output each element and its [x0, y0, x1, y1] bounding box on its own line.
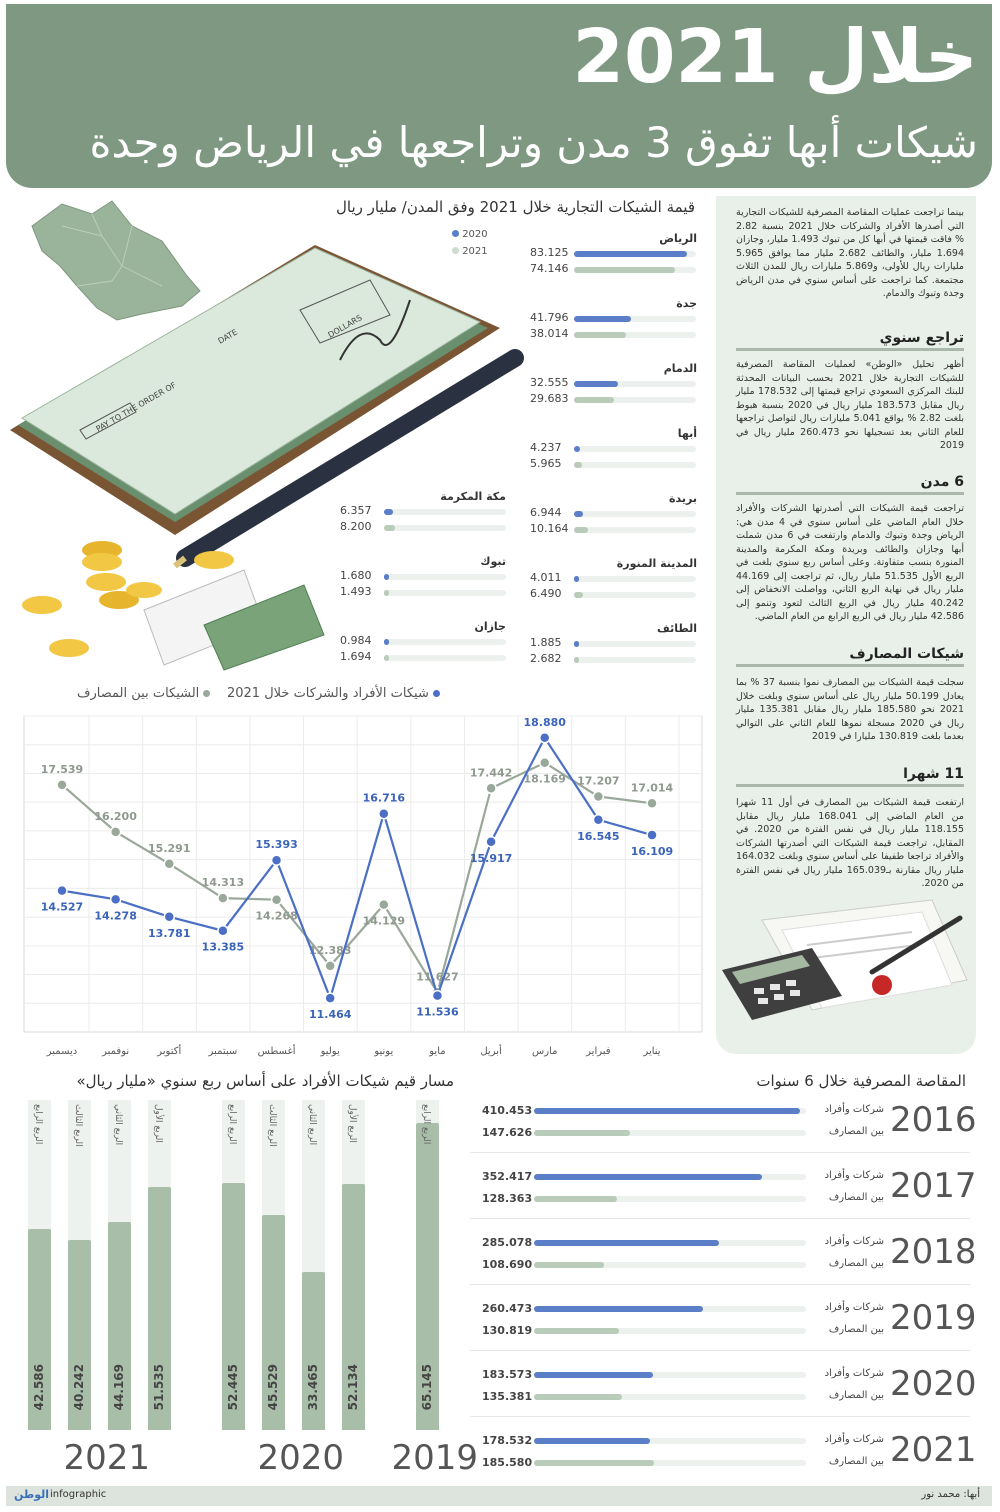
city-bar-2021: [574, 657, 579, 663]
data-label-banks: 14.129: [362, 914, 406, 928]
quarter-label: الربع الأول: [347, 1104, 357, 1143]
city-value-2021: 6.490: [530, 587, 562, 600]
quarter-value: 65.145: [420, 1364, 434, 1411]
value-banks: 185.580: [482, 1456, 533, 1469]
quarter-group-year: 2019: [391, 1438, 479, 1478]
year-label: 2021: [890, 1430, 977, 1470]
city-value-2020: 4.011: [530, 571, 562, 584]
data-label-banks: 12.383: [308, 943, 352, 957]
x-tick-label: أبريل: [480, 1046, 502, 1057]
city-bar-track: [574, 446, 696, 452]
city-bar-track: [384, 574, 506, 580]
sidebar-intro: بينما تراجعت عمليات المقاصة المصرفية للشيكات التجارية التي أصدرها الأفراد والشركات خلال 2021 بنسبة 2.82 % فاقت قيمتها في أبها كل من تبوك 1.493 مليار، وجازان 1.694 مليار، والطائف 2.682 مليار مما يوافق 5.965 مليارات ريال للأولى، و5.869 مليارات ريال للمدن الثلاث مجتمعة. كما تراجعت على أساس سنوي في مدن الرياض وجدة وتبوك والدمام.: [736, 207, 965, 299]
city-value-2021: 2.682: [530, 652, 562, 665]
money-illustration: [14, 530, 324, 670]
data-label-companies: 16.545: [577, 829, 620, 843]
x-tick-label: نوفمبر: [102, 1046, 130, 1057]
legend-companies-label: شيكات الأفراد والشركات خلال 2021: [226, 686, 429, 701]
point-companies: [486, 837, 496, 847]
footer-infographic: infographic: [50, 1489, 107, 1500]
label-companies: شركات وأفراد: [824, 1434, 884, 1445]
year-divider: [470, 1284, 970, 1285]
city-bar-2021: [574, 592, 583, 598]
point-banks: [647, 798, 657, 808]
bar-companies: [534, 1306, 703, 1312]
year-label: 2017: [890, 1166, 977, 1206]
value-banks: 130.819: [482, 1324, 533, 1337]
label-banks: بين المصارف: [828, 1456, 884, 1467]
city-name: جازان: [474, 620, 506, 633]
city-name: الدمام: [663, 362, 697, 375]
label-banks: بين المصارف: [828, 1126, 884, 1137]
quarter-value: 45.529: [266, 1364, 280, 1411]
city-name: الطائف: [657, 622, 697, 635]
point-banks: [379, 900, 389, 910]
city-value-2020: 1.885: [530, 636, 562, 649]
city-bar-2021: [574, 332, 626, 338]
footer-credit: أبها: محمد نور: [921, 1489, 980, 1500]
point-companies: [432, 991, 442, 1001]
bar-banks: [534, 1394, 622, 1400]
quarter-label: الربع الرابع: [227, 1104, 237, 1145]
city-value-2020: 6.357: [340, 504, 372, 517]
city-name: الرياض: [659, 232, 697, 245]
bar-banks: [534, 1262, 604, 1268]
city-bar-2020: [574, 641, 579, 647]
city-bar-track: [574, 576, 696, 582]
sidebar-text-banks: سجلت قيمة الشيكات بين المصارف نموا بنسبة 37 % بما يعادل 50.199 مليار ريال على أساس سنوي وبلغت خلال 2021 نحو 185.580 مليار ريال مقابل 135.381 مليار ريال في 2020 مسجلة نموها للعام الثاني على التوالي بعدما بلغت 130.819 مليارا في 2019: [736, 677, 965, 742]
city-bar-track: [574, 527, 696, 533]
city-bar-2021: [574, 527, 588, 533]
quarter-value: 40.242: [72, 1364, 86, 1411]
bar-companies: [534, 1438, 650, 1444]
year-label: 2018: [890, 1232, 977, 1272]
city-name: تبوك: [480, 555, 506, 568]
city-value-2020: 1.680: [340, 569, 372, 582]
data-label-banks: 17.442: [469, 766, 513, 780]
quarter-label: الربع الثاني: [307, 1104, 317, 1146]
city-name: أبها: [677, 427, 697, 440]
point-banks: [272, 895, 282, 905]
city-value-2020: 4.237: [530, 441, 562, 454]
point-companies: [540, 733, 550, 743]
city-name: مكة المكرمة: [440, 490, 506, 503]
bar-companies: [534, 1108, 800, 1114]
quarterly-bar-chart: [20, 1100, 479, 1485]
data-label-companies: 16.716: [362, 791, 406, 805]
quarter-label: الربع الأول: [153, 1104, 163, 1143]
data-label-companies: 15.917: [469, 851, 513, 865]
value-companies: 183.573: [482, 1368, 533, 1381]
quarterly-chart-title: مسار قيم شيكات الأفراد على أساس ربع سنوي «مليار ريال»: [76, 1072, 454, 1090]
point-companies: [111, 894, 121, 904]
label-companies: شركات وأفراد: [824, 1236, 884, 1247]
city-bar-2020: [574, 251, 687, 257]
city-bar-track: [384, 509, 506, 515]
legend-2021: [452, 246, 488, 257]
point-companies: [272, 855, 282, 865]
data-label-companies: 11.464: [308, 1008, 352, 1022]
city-value-2020: 32.555: [530, 376, 569, 389]
value-banks: 147.626: [482, 1126, 533, 1139]
point-banks: [593, 792, 603, 802]
city-bar-2021: [574, 267, 675, 273]
point-companies: [57, 886, 67, 896]
x-tick-label: يونيو: [374, 1046, 394, 1057]
city-bar-2021: [384, 525, 395, 531]
point-companies: [164, 912, 174, 922]
quarter-value: 42.586: [32, 1364, 46, 1411]
value-companies: 178.532: [482, 1434, 533, 1447]
city-value-2020: 83.125: [530, 246, 569, 259]
city-value-2020: 6.944: [530, 506, 562, 519]
city-bar-2021: [384, 590, 389, 596]
city-value-2021: 38.014: [530, 327, 569, 340]
data-label-banks: 14.268: [255, 909, 298, 923]
city-value-2021: 1.493: [340, 585, 372, 598]
point-banks: [325, 961, 335, 971]
city-bar-2020: [574, 316, 631, 322]
value-companies: 285.078: [482, 1236, 533, 1249]
bar-banks: [534, 1328, 619, 1334]
bar-banks: [534, 1460, 654, 1466]
city-bar-track: [574, 641, 696, 647]
city-bar-track: [384, 590, 506, 596]
years-chart-title: المقاصة المصرفية خلال 6 سنوات: [756, 1072, 966, 1090]
year-label: 2020: [890, 1364, 977, 1404]
label-banks: بين المصارف: [828, 1390, 884, 1401]
quarter-group-year: 2021: [63, 1438, 151, 1478]
city-bar-track: [384, 655, 506, 661]
x-tick-label: يوليو: [320, 1046, 340, 1057]
point-companies: [379, 809, 389, 819]
quarter-label: الربع الثالث: [267, 1104, 277, 1147]
city-bar-2020: [574, 511, 583, 517]
data-label-banks: 17.014: [630, 781, 674, 795]
data-label-banks: 11.627: [416, 970, 459, 984]
sidebar-heading-banks: شيكات المصارف: [736, 646, 964, 667]
data-label-banks: 14.313: [201, 876, 245, 890]
value-companies: 352.417: [482, 1170, 533, 1183]
x-tick-label: مايو: [429, 1046, 446, 1057]
label-banks: بين المصارف: [828, 1192, 884, 1203]
city-bar-track: [574, 657, 696, 663]
point-banks: [486, 783, 496, 793]
city-value-2021: 8.200: [340, 520, 372, 533]
line-chart-legend: [30, 686, 440, 701]
label-companies: شركات وأفراد: [824, 1302, 884, 1313]
cheque-date: DATE: [216, 327, 240, 346]
quarter-value: 52.134: [346, 1364, 360, 1411]
point-banks: [164, 859, 174, 869]
city-bar-track: [574, 462, 696, 468]
legend-2021-label: 2021: [462, 246, 488, 257]
city-bar-track: [384, 525, 506, 531]
bar-companies: [534, 1240, 719, 1246]
legend-companies-dot: [433, 690, 440, 697]
city-bar-2020: [384, 509, 393, 515]
legend-2020-dot: [452, 230, 459, 237]
monthly-line-chart: [24, 715, 704, 1057]
plot-area: [24, 716, 702, 1032]
point-banks: [540, 758, 550, 768]
year-divider: [470, 1152, 970, 1153]
sidebar-heading-11months: 11 شهرا: [736, 766, 964, 787]
data-label-banks: 18.169: [523, 772, 566, 786]
years-bar-chart: [470, 1098, 977, 1483]
point-companies: [218, 926, 228, 936]
city-value-2021: 1.694: [340, 650, 372, 663]
sidebar-text-cities: تراجعت قيمة الشيكات التي أصدرتها الشركات والأفراد خلال العام الماضي على أساس سنوي في 4 مدن هي: الرياض وجدة وتبوك والدمام وارتفعت في 6 مدن شملت أبها وجازان والطائف وبريدة ومكة المكرمة والمدينة المنورة بنسب متفاوتة. وعلى أساس ربع سنوي بلغت في الربع الأول 51.535 مليار ريال، ثم تراجعت إلى 44.169 مليار ريال في نهاية الربع الثاني، وواصلت الانخفاض إلى 40.242 مليار ريال في الربع الثالث لتعود وتنمو إلى 42.586 مليار ريال في الربع الرابع من العام الماضي.: [736, 503, 964, 622]
point-companies: [593, 815, 603, 825]
value-banks: 135.381: [482, 1390, 533, 1403]
city-value-2021: 5.965: [530, 457, 562, 470]
sidebar-heading-annual: تراجع سنوي: [736, 330, 964, 351]
value-companies: 410.453: [482, 1104, 533, 1117]
city-bar-track: [384, 639, 506, 645]
label-banks: بين المصارف: [828, 1324, 884, 1335]
point-companies: [325, 993, 335, 1003]
data-label-companies: 13.781: [148, 926, 191, 940]
city-value-2021: 10.164: [530, 522, 569, 535]
legend-2020-label: 2020: [462, 229, 488, 240]
quarter-label: الربع الثاني: [113, 1104, 123, 1146]
value-companies: 260.473: [482, 1302, 533, 1315]
cities-chart-title: قيمة الشيكات التجارية خلال 2021 وفق المدن/ مليار ريال: [336, 198, 695, 216]
label-companies: شركات وأفراد: [824, 1170, 884, 1181]
x-tick-label: أكتوبر: [157, 1046, 182, 1057]
year-label: 2019: [890, 1298, 977, 1338]
data-label-companies: 18.880: [523, 715, 566, 729]
city-bar-2020: [574, 446, 580, 452]
city-bar-2020: [574, 381, 618, 387]
data-label-companies: 16.109: [630, 845, 674, 859]
city-bar-track: [574, 592, 696, 598]
legend-2021-dot: [452, 247, 459, 254]
x-tick-label: سبتمبر: [208, 1046, 238, 1057]
value-banks: 128.363: [482, 1192, 533, 1205]
city-value-2020: 41.796: [530, 311, 569, 324]
bar-banks: [534, 1196, 617, 1202]
city-name: جدة: [676, 297, 697, 310]
data-label-banks: 15.291: [148, 841, 191, 855]
point-companies: [647, 830, 657, 840]
header-subtitle: شيكات أبها تفوق 3 مدن وتراجعها في الرياض وجدة: [89, 118, 978, 167]
legend-2020: [452, 229, 488, 240]
value-banks: 108.690: [482, 1258, 533, 1271]
data-label-banks: 17.207: [577, 774, 620, 788]
city-bar-2020: [384, 639, 389, 645]
city-bar-2021: [574, 397, 614, 403]
data-label-companies: 15.393: [255, 838, 298, 852]
year-label: 2016: [890, 1100, 977, 1140]
data-label-companies: 14.278: [94, 909, 137, 923]
data-label-banks: 17.539: [40, 762, 84, 776]
legend-banks-dot: [203, 690, 210, 697]
x-tick-label: مارس: [532, 1046, 558, 1057]
sidebar-text-annual: أظهر تحليل «الوطن» لعمليات المقاصة المصرفية للشيكات التجارية خلال 2021 بحسب البيانات المحدثة للبنك المركزي السعودي تراجع قيمتها إلى 178.532 مليار ريال مقابل 183.573 مليار ريال في 2020 بنسبة هبوط بلغت 2.82 % بواقع 5.041 مليارات ريال لتواصل تراجعها للعام الثاني بعد تسجيلها نحو 260.473 مليار ريال في 2019: [736, 359, 965, 451]
footer-bar: [6, 1486, 992, 1506]
label-companies: شركات وأفراد: [824, 1104, 884, 1115]
city-bar-2021: [384, 655, 389, 661]
city-value-2021: 29.683: [530, 392, 569, 405]
label-companies: شركات وأفراد: [824, 1368, 884, 1379]
city-bar-2021: [574, 462, 582, 468]
calculator-illustration: [722, 900, 972, 1032]
quarter-value: 52.445: [226, 1364, 240, 1411]
data-label-companies: 11.536: [416, 1005, 459, 1019]
quarter-group-year: 2020: [257, 1438, 345, 1478]
city-bar-track: [574, 511, 696, 517]
year-divider: [470, 1218, 970, 1219]
cheque-dollars: DOLLARS: [326, 313, 364, 340]
point-banks: [57, 780, 67, 790]
legend-banks-label: الشيكات بين المصارف: [77, 686, 200, 701]
bar-banks: [534, 1130, 630, 1136]
year-divider: [470, 1416, 970, 1417]
year-divider: [470, 1350, 970, 1351]
quarter-value: 44.169: [112, 1364, 126, 1411]
city-name: بريدة: [669, 492, 697, 505]
city-bar-2020: [384, 574, 389, 580]
point-banks: [218, 893, 228, 903]
x-tick-label: يناير: [643, 1046, 661, 1057]
x-tick-label: أغسطس: [257, 1046, 296, 1057]
quarter-label: الربع الرابع: [421, 1104, 431, 1145]
point-banks: [111, 827, 121, 837]
data-label-companies: 14.527: [40, 900, 84, 914]
quarter-value: 51.535: [152, 1364, 166, 1411]
cheque-pay-to: PAY TO THE ORDER OF: [94, 380, 178, 434]
data-label-companies: 13.385: [201, 940, 245, 954]
footer-logo: الوطن: [14, 1488, 50, 1501]
quarter-label: الربع الرابع: [33, 1104, 43, 1145]
city-value-2021: 74.146: [530, 262, 569, 275]
sidebar-heading-cities: 6 مدن: [736, 474, 964, 495]
city-name: المدينة المنورة: [616, 557, 697, 570]
quarter-label: الربع الثالث: [73, 1104, 83, 1147]
header-title: خلال 2021: [572, 14, 978, 100]
bar-companies: [534, 1174, 762, 1180]
quarter-value: 33.465: [306, 1364, 320, 1411]
x-tick-label: فبراير: [586, 1046, 611, 1057]
sidebar-text-11months: ارتفعت قيمة الشيكات بين المصارف في أول 11 شهرا من العام الماضي إلى 168.041 مليار ريال مقابل 118.155 مليار ريال في نفس الفترة من 2020. في المقابل، تراجعت قيمة الشيكات التي أصدرتها الشركات والأفراد تراجعا طفيفا على أساس سنوي وبلغت 164.032 مليار ريال مقارنة بـ165.039 مليار ريال في نفس الفترة من 2020.: [736, 797, 965, 889]
city-value-2020: 0.984: [340, 634, 372, 647]
label-banks: بين المصارف: [828, 1258, 884, 1269]
data-label-banks: 16.200: [94, 809, 137, 823]
x-tick-label: ديسمبر: [46, 1046, 78, 1057]
bar-companies: [534, 1372, 653, 1378]
